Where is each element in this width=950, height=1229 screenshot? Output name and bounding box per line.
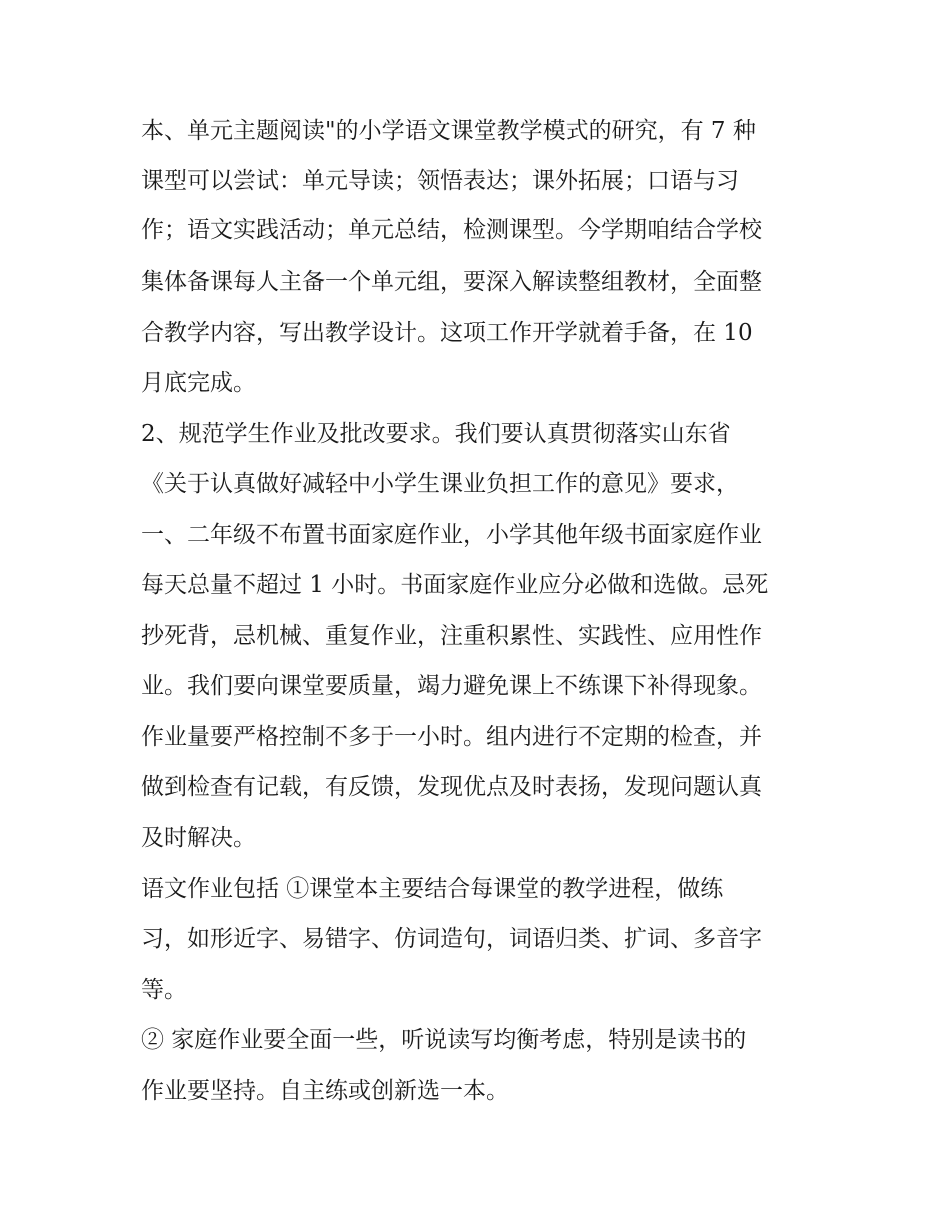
text-line: 等。 [141, 977, 187, 1003]
text-line: 作业量要严格控制不多于一小时。组内进行不定期的检查，并 [141, 724, 762, 750]
text-line: 集体备课每人主备一个单元组，要深入解读整组教材，全面整 [141, 269, 762, 295]
text-line: 《关于认真做好减轻中小学生课业负担工作的意见》要求， [141, 471, 739, 497]
text-line: 语文作业包括 ①课堂本主要结合每课堂的教学进程，做练 [141, 876, 724, 902]
text-line: 每天总量不超过 1 小时。书面家庭作业应分必做和选做。忌死 [141, 572, 769, 598]
text-line: 课型可以尝试：单元导读；领悟表达；课外拓展；口语与习 [141, 168, 739, 194]
text-line: 月底完成。 [141, 370, 256, 396]
text-line: 作；语文实践活动；单元总结，检测课型。今学期咱结合学校 [141, 217, 762, 243]
text-line: 做到检查有记载，有反馈，发现优点及时表扬，发现问题认真 [141, 774, 762, 800]
text-line: 及时解决。 [141, 825, 256, 851]
text-line: 合教学内容，写出教学设计。这项工作开学就着手备，在 10 [141, 320, 753, 346]
text-line: 作业要坚持。自主练或创新选一本。 [141, 1078, 509, 1104]
text-line: ② 家庭作业要全面一些，听说读写均衡考虑，特别是读书的 [141, 1027, 747, 1053]
text-line: 一、二年级不布置书面家庭作业，小学其他年级书面家庭作业 [141, 522, 762, 548]
text-line: 抄死背，忌机械、重复作业，注重积累性、实践性、应用性作 [141, 623, 762, 649]
text-line: 业。我们要向课堂要质量，竭力避免课上不练课下补得现象。 [141, 673, 762, 699]
text-line: 本、单元主题阅读"的小学语文课堂教学模式的研究，有 7 种 [141, 118, 756, 144]
text-line: 习，如形近字、易错字、仿词造句，词语归类、扩词、多音字 [141, 926, 762, 952]
text-line: 2、规范学生作业及批改要求。我们要认真贯彻落实山东省 [141, 421, 731, 447]
